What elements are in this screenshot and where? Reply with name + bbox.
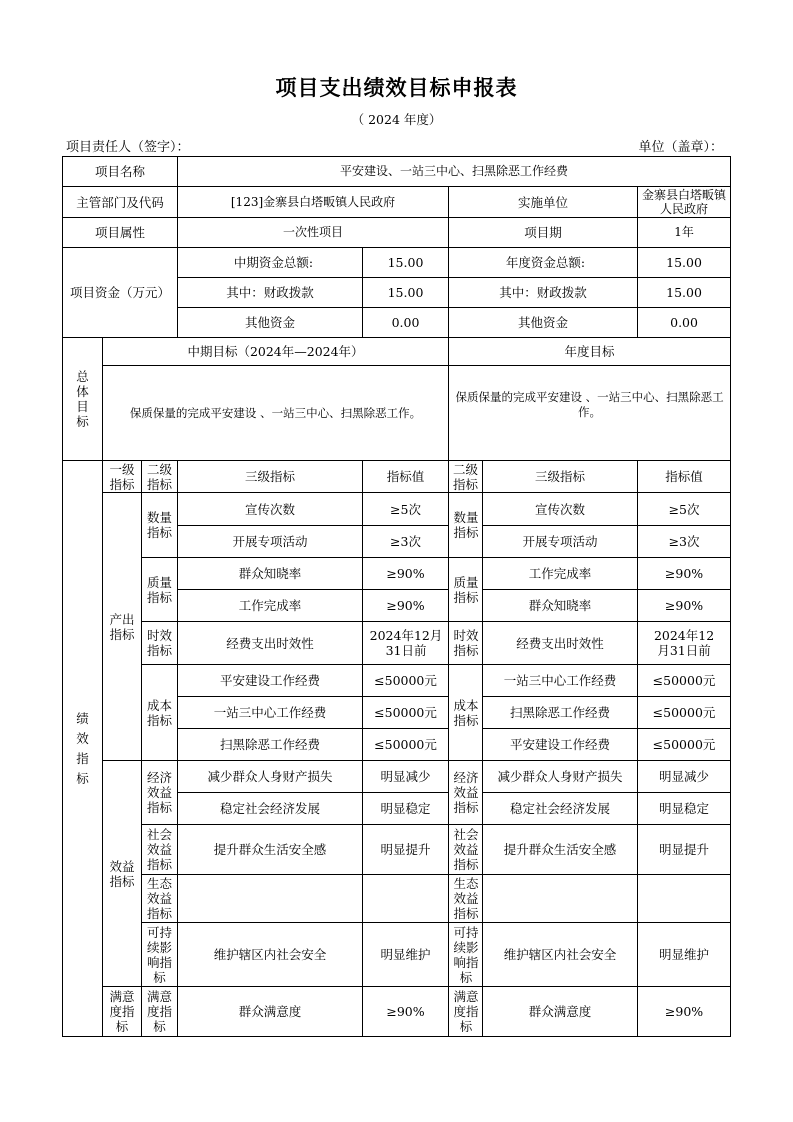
eco-indicator-text: 生态效益指标 (146, 876, 172, 921)
year-social-indicator-label (449, 825, 483, 875)
output-indicator-label (103, 493, 142, 761)
cost-indicator-text: 成本指标 (146, 697, 172, 728)
mid-indicator-name: 群众知晓率 (178, 558, 363, 590)
overall-goal-label (63, 338, 103, 461)
project-period-value: 1年 (638, 218, 731, 248)
mid-indicator-value: ≤50000元 (363, 729, 449, 761)
year-fiscal-value: 15.00 (638, 278, 731, 308)
performance-target-table (62, 156, 731, 1037)
time-indicator-text: 时效指标 (146, 628, 172, 658)
mid-other-value: 0.00 (363, 308, 449, 338)
year-eco-indicator-text: 生态效益指标 (453, 876, 479, 921)
mid-indicator-name (178, 875, 363, 923)
year-quality-indicator-text: 质量指标 (453, 574, 479, 605)
year-indicator-name: 群众知晓率 (483, 590, 638, 622)
responsible-signature-label: 项目责任人（签字）： (66, 140, 190, 155)
year-eco-indicator-label (449, 875, 483, 923)
mid-indicator-value (363, 875, 449, 923)
project-attr-value: 一次性项目 (178, 218, 449, 248)
year-satisfaction-l2-text: 满意度指标 (453, 989, 479, 1034)
year-indicator-name: 工作完成率 (483, 558, 638, 590)
mid-indicator-value: ≥5次 (363, 493, 449, 526)
year-indicator-value: 明显减少 (638, 761, 731, 793)
table-row (63, 622, 731, 665)
mid-indicator-name: 稳定社会经济发展 (178, 793, 363, 825)
impl-unit-label: 实施单位 (449, 187, 638, 218)
attr-row (63, 218, 731, 248)
mid-indicator-value: ≥90% (363, 590, 449, 622)
col-year-value: 指标值 (638, 461, 731, 493)
year-indicator-name: 稳定社会经济发展 (483, 793, 638, 825)
year-total-value: 15.00 (638, 248, 731, 278)
economic-indicator-label (142, 761, 178, 825)
social-indicator-text: 社会效益指标 (146, 827, 172, 872)
year-quality-indicator-label (449, 558, 483, 622)
year-cost-indicator-text: 成本指标 (453, 697, 479, 728)
mid-indicator-value: ≤50000元 (363, 697, 449, 729)
year-indicator-value: ≤50000元 (638, 697, 731, 729)
funds-label: 项目资金（万元） (63, 248, 178, 338)
col-value: 指标值 (363, 461, 449, 493)
mid-fiscal-value: 15.00 (363, 278, 449, 308)
mid-indicator-value: 明显维护 (363, 923, 449, 987)
col-level1: 一级指标 (103, 461, 142, 493)
project-attr-label: 项目属性 (63, 218, 178, 248)
year-indicator-value: ≥5次 (638, 493, 731, 526)
year-label: （ 2024 年度） (351, 112, 442, 127)
year-indicator-value: ≤50000元 (638, 729, 731, 761)
mid-goal-text: 保质保量的完成平安建设 、一站三中心、扫黑除恶工作。 (103, 366, 449, 461)
mid-indicator-name: 减少群众人身财产损失 (178, 761, 363, 793)
year-indicator-name: 减少群众人身财产损失 (483, 761, 638, 793)
year-time-indicator-label (449, 622, 483, 665)
year-indicator-value: ≥90% (638, 558, 731, 590)
project-name-label: 项目名称 (63, 157, 178, 187)
mid-fiscal-label: 其中：财政拨款 (178, 278, 363, 308)
year-sustain-indicator-label (449, 923, 483, 987)
social-indicator-label (142, 825, 178, 875)
mid-indicator-name: 群众满意度 (178, 987, 363, 1037)
cost-indicator-label (142, 665, 178, 761)
mid-indicator-value: 明显稳定 (363, 793, 449, 825)
table-row (63, 923, 731, 987)
mid-indicator-value: ≥90% (363, 558, 449, 590)
year-indicator-value: ≥90% (638, 987, 731, 1037)
year-indicator-name: 提升群众生活安全感 (483, 825, 638, 875)
project-period-label: 项目期 (449, 218, 638, 248)
year-indicator-name: 扫黑除恶工作经费 (483, 697, 638, 729)
year-other-label: 其他资金 (449, 308, 638, 338)
year-indicator-name: 宣传次数 (483, 493, 638, 526)
year-goal-header: 年度目标 (449, 338, 731, 366)
mid-indicator-name: 一站三中心工作经费 (178, 697, 363, 729)
mid-goal-header: 中期目标（2024年—2024年） (103, 338, 449, 366)
mid-indicator-name: 经费支出时效性 (178, 622, 363, 665)
sustain-indicator-label (142, 923, 178, 987)
mid-indicator-value: 明显减少 (363, 761, 449, 793)
year-indicator-name: 维护辖区内社会安全 (483, 923, 638, 987)
eco-indicator-label (142, 875, 178, 923)
quantity-indicator-text: 数量指标 (146, 510, 172, 540)
year-other-value: 0.00 (638, 308, 731, 338)
mid-indicator-name: 开展专项活动 (178, 526, 363, 558)
performance-indicator-label (63, 461, 103, 1037)
col-year-level3: 三级指标 (483, 461, 638, 493)
quantity-indicator-label (142, 493, 178, 558)
overall-goal-text: 总体目标 (76, 369, 89, 429)
year-indicator-value: 明显维护 (638, 923, 731, 987)
mid-indicator-value: ≥3次 (363, 526, 449, 558)
year-indicator-name (483, 875, 638, 923)
col-level2: 二级指标 (142, 461, 178, 493)
year-quantity-indicator-text: 数量指标 (453, 510, 479, 540)
satisfaction-l2-text: 满意度指标 (146, 989, 172, 1034)
mid-indicator-name: 维护辖区内社会安全 (178, 923, 363, 987)
dept-row (63, 187, 731, 218)
time-indicator-label (142, 622, 178, 665)
col-year-level2: 二级指标 (449, 461, 483, 493)
year-time-indicator-text: 时效指标 (453, 628, 479, 658)
satisfaction-indicator-text: 满意度指标 (109, 989, 135, 1034)
year-indicator-value: 明显提升 (638, 825, 731, 875)
year-indicator-value: ≤50000元 (638, 665, 731, 697)
output-indicator-text: 产出指标 (109, 611, 135, 642)
project-name-row (63, 157, 731, 187)
year-indicator-name: 群众满意度 (483, 987, 638, 1037)
dept-value: [123]金寨县白塔畈镇人民政府 (178, 187, 449, 218)
benefit-indicator-label (103, 761, 142, 987)
goals-header-row (63, 338, 731, 366)
year-cost-indicator-label (449, 665, 483, 761)
mid-indicator-value-text: 2024年12月31日前 (369, 628, 443, 658)
table-row (63, 665, 731, 697)
unit-seal-label: 单位（盖章）： (638, 140, 723, 155)
year-goal-text: 保质保量的完成平安建设 、一站三中心、扫黑除恶工作。 (449, 366, 731, 461)
table-row (63, 875, 731, 923)
dept-label: 主管部门及代码 (63, 187, 178, 218)
year-fiscal-label: 其中：财政拨款 (449, 278, 638, 308)
mid-indicator-value: ≥90% (363, 987, 449, 1037)
mid-other-label: 其他资金 (178, 308, 363, 338)
mid-indicator-value (363, 622, 449, 665)
goals-text-row (63, 366, 731, 461)
mid-indicator-name: 扫黑除恶工作经费 (178, 729, 363, 761)
satisfaction-indicator-label (103, 987, 142, 1037)
mid-indicator-name: 宣传次数 (178, 493, 363, 526)
mid-total-label: 中期资金总额: (178, 248, 363, 278)
col-level3: 三级指标 (178, 461, 363, 493)
table-row (63, 558, 731, 590)
year-economic-indicator-text: 经济效益指标 (453, 770, 479, 815)
year-indicator-name: 经费支出时效性 (483, 622, 638, 665)
year-social-indicator-text: 社会效益指标 (453, 827, 479, 872)
year-economic-indicator-label (449, 761, 483, 825)
year-quantity-indicator-label (449, 493, 483, 558)
table-row (63, 825, 731, 875)
year-indicator-name: 开展专项活动 (483, 526, 638, 558)
year-indicator-name: 平安建设工作经费 (483, 729, 638, 761)
year-satisfaction-l2-label (449, 987, 483, 1037)
quality-indicator-label (142, 558, 178, 622)
satisfaction-l2-label (142, 987, 178, 1037)
impl-unit-value: 金寨县白塔畈镇人民政府 (638, 187, 731, 218)
year-indicator-value: 明显稳定 (638, 793, 731, 825)
project-name-value: 平安建设、一站三中心、扫黑除恶工作经费 (178, 157, 731, 187)
table-row (63, 493, 731, 526)
mid-indicator-name: 平安建设工作经费 (178, 665, 363, 697)
year-indicator-value: ≥3次 (638, 526, 731, 558)
mid-indicator-value: 明显提升 (363, 825, 449, 875)
year-indicator-value-text: 2024年12月31日前 (653, 628, 715, 658)
year-indicator-value (638, 875, 731, 923)
year-indicator-value (638, 622, 731, 665)
benefit-indicator-text: 效益指标 (109, 858, 135, 889)
quality-indicator-text: 质量指标 (146, 574, 172, 605)
page-title: 项目支出绩效目标申报表 (275, 76, 518, 100)
year-indicator-name: 一站三中心工作经费 (483, 665, 638, 697)
funds-total-row (63, 248, 731, 278)
table-row (63, 987, 731, 1037)
sustain-indicator-text: 可持续影响指标 (146, 924, 172, 985)
indicator-header-row (63, 461, 731, 493)
mid-indicator-value: ≤50000元 (363, 665, 449, 697)
table-row (63, 761, 731, 793)
year-total-label: 年度资金总额: (449, 248, 638, 278)
mid-total-value: 15.00 (363, 248, 449, 278)
mid-indicator-name: 提升群众生活安全感 (178, 825, 363, 875)
year-indicator-value: ≥90% (638, 590, 731, 622)
year-sustain-indicator-text: 可持续影响指标 (453, 924, 479, 985)
economic-indicator-text: 经济效益指标 (146, 770, 172, 815)
performance-indicator-text: 绩效指标 (76, 710, 89, 786)
mid-indicator-name: 工作完成率 (178, 590, 363, 622)
